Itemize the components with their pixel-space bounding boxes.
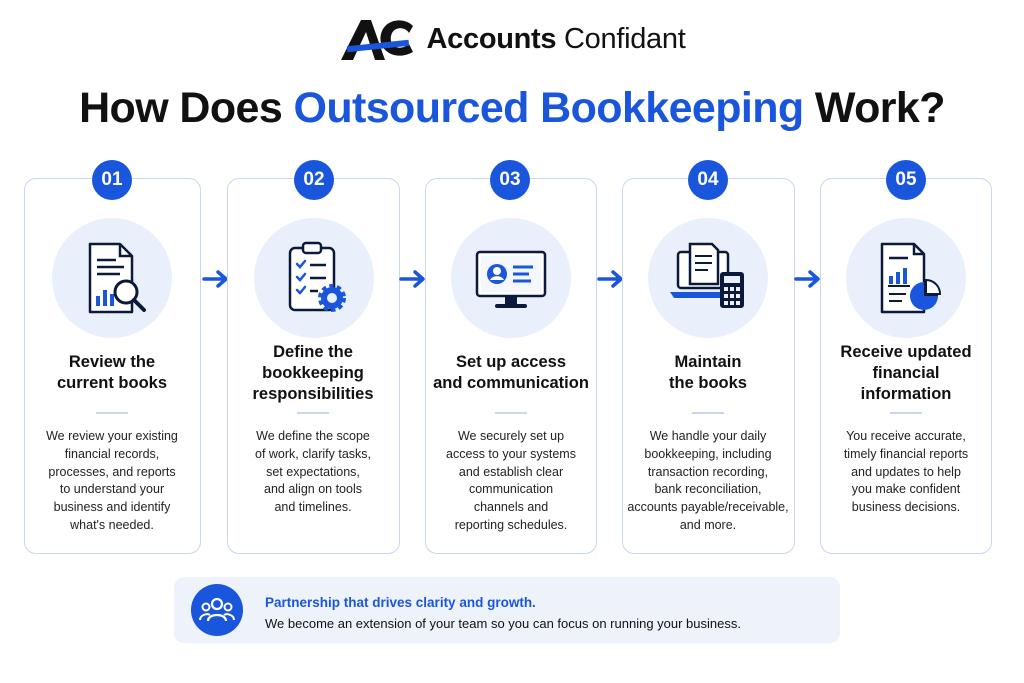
title-part-1: How Does [79,84,294,132]
step-description: You receive accurate, timely financial reports and updates to help you make confident business decisions. [843,429,969,515]
partnership-banner [174,577,840,643]
brand-header [0,14,1024,64]
step-icon-circle [52,218,172,338]
title-part-2: Work? [803,84,945,132]
step-description: We review your existing financial records, processes, and reports to understand your business and identify what's needed. [46,429,178,532]
clipboard-gear-icon [270,234,358,322]
document-magnifier-icon [68,234,156,322]
divider [890,412,922,414]
step-icon-circle [254,218,374,338]
step-title: Review the current books [56,353,168,392]
step-number-badge: 03 [490,160,530,200]
monitor-profile-icon [467,234,555,322]
title-accent: Outsourced Bookkeeping [293,84,804,132]
step-icon-circle [648,218,768,338]
divider [96,412,128,414]
step-title: Define the bookkeeping responsibilities [252,342,374,403]
report-piechart-icon [862,234,950,322]
brand-name-light: Confidant [564,22,686,55]
step-description: We securely set up access to your systems and establish clear communication channels and reporting schedules. [446,429,576,532]
team-icon [191,584,243,636]
divider [692,412,724,414]
banner-title: Partnership that drives clarity and growth. [265,595,536,610]
step-description: We define the scope of work, clarify tasks, set expectations, and align on tools and timelines. [255,429,371,515]
divider [297,412,329,414]
banner-text: We become an extension of your team so you can focus on running your business. [265,616,741,631]
step-title: Maintain the books [669,353,747,392]
arrow-right-icon [793,268,823,290]
step-number-badge: 01 [92,160,132,200]
step-title: Receive updated financial information [840,342,972,403]
step-icon-circle [846,218,966,338]
step-icon-circle [451,218,571,338]
step-number-badge: 04 [688,160,728,200]
brand-logo-mark [339,16,417,62]
brand-name [427,23,686,56]
laptop-calculator-icon [664,234,752,322]
step-number-badge: 05 [886,160,926,200]
step-number-badge: 02 [294,160,334,200]
step-description: We handle your daily bookkeeping, including transaction recording, bank reconciliation, accounts payable/receivable, and more. [627,429,789,532]
divider [495,412,527,414]
page-title [0,80,1024,136]
brand-name-bold: Accounts [426,22,557,55]
arrow-right-icon [398,268,428,290]
step-title: Set up access and communication [433,353,589,392]
